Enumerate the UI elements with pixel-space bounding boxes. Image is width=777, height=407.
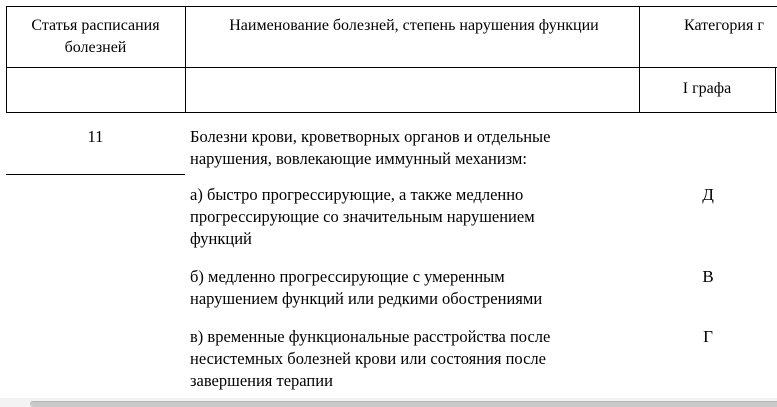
article-number: 11 bbox=[87, 127, 104, 146]
item-a-line-3: функций bbox=[190, 229, 252, 248]
column-divider-2 bbox=[639, 6, 640, 112]
subheader-first-column: I графа bbox=[682, 80, 732, 97]
item-a-line-1: а) быстро прогрессирующие, а также медленно bbox=[190, 185, 524, 204]
row-title-line-1: Болезни крови, кроветворных органов и отдельные bbox=[190, 127, 551, 146]
item-a-category: Д bbox=[702, 185, 714, 204]
column-divider-1 bbox=[185, 6, 186, 112]
item-a-line-2: прогрессирующие со значительным нарушением bbox=[190, 207, 535, 226]
header-separator bbox=[6, 67, 777, 68]
item-c-line-2: несистемных болезней крови или состояния после bbox=[190, 349, 546, 368]
scrollbar-thumb[interactable] bbox=[30, 401, 777, 407]
header-disease-name: Наименование болезней, степень нарушения функции bbox=[229, 17, 599, 34]
subcolumn-divider bbox=[775, 67, 776, 112]
item-c-line-3: завершения терапии bbox=[190, 371, 333, 390]
row-title-line-2: нарушения, вовлекающие иммунный механизм: bbox=[190, 149, 527, 168]
item-b-line-2: нарушением функций или редкими обострениями bbox=[190, 289, 543, 308]
item-c-category: Г bbox=[703, 327, 713, 346]
header-category: Категория г bbox=[684, 17, 764, 34]
article-cell-bottom-border bbox=[6, 174, 185, 175]
table-top-border bbox=[6, 6, 777, 7]
table-left-border bbox=[6, 6, 7, 112]
item-c-line-1: в) временные функциональные расстройства после bbox=[190, 327, 551, 346]
item-b-line-1: б) медленно прогрессирующие с умеренным bbox=[190, 267, 505, 286]
subheader-bottom-border bbox=[6, 112, 777, 113]
header-article: Статья расписания болезней bbox=[31, 17, 160, 56]
item-b-category: В bbox=[702, 267, 714, 286]
